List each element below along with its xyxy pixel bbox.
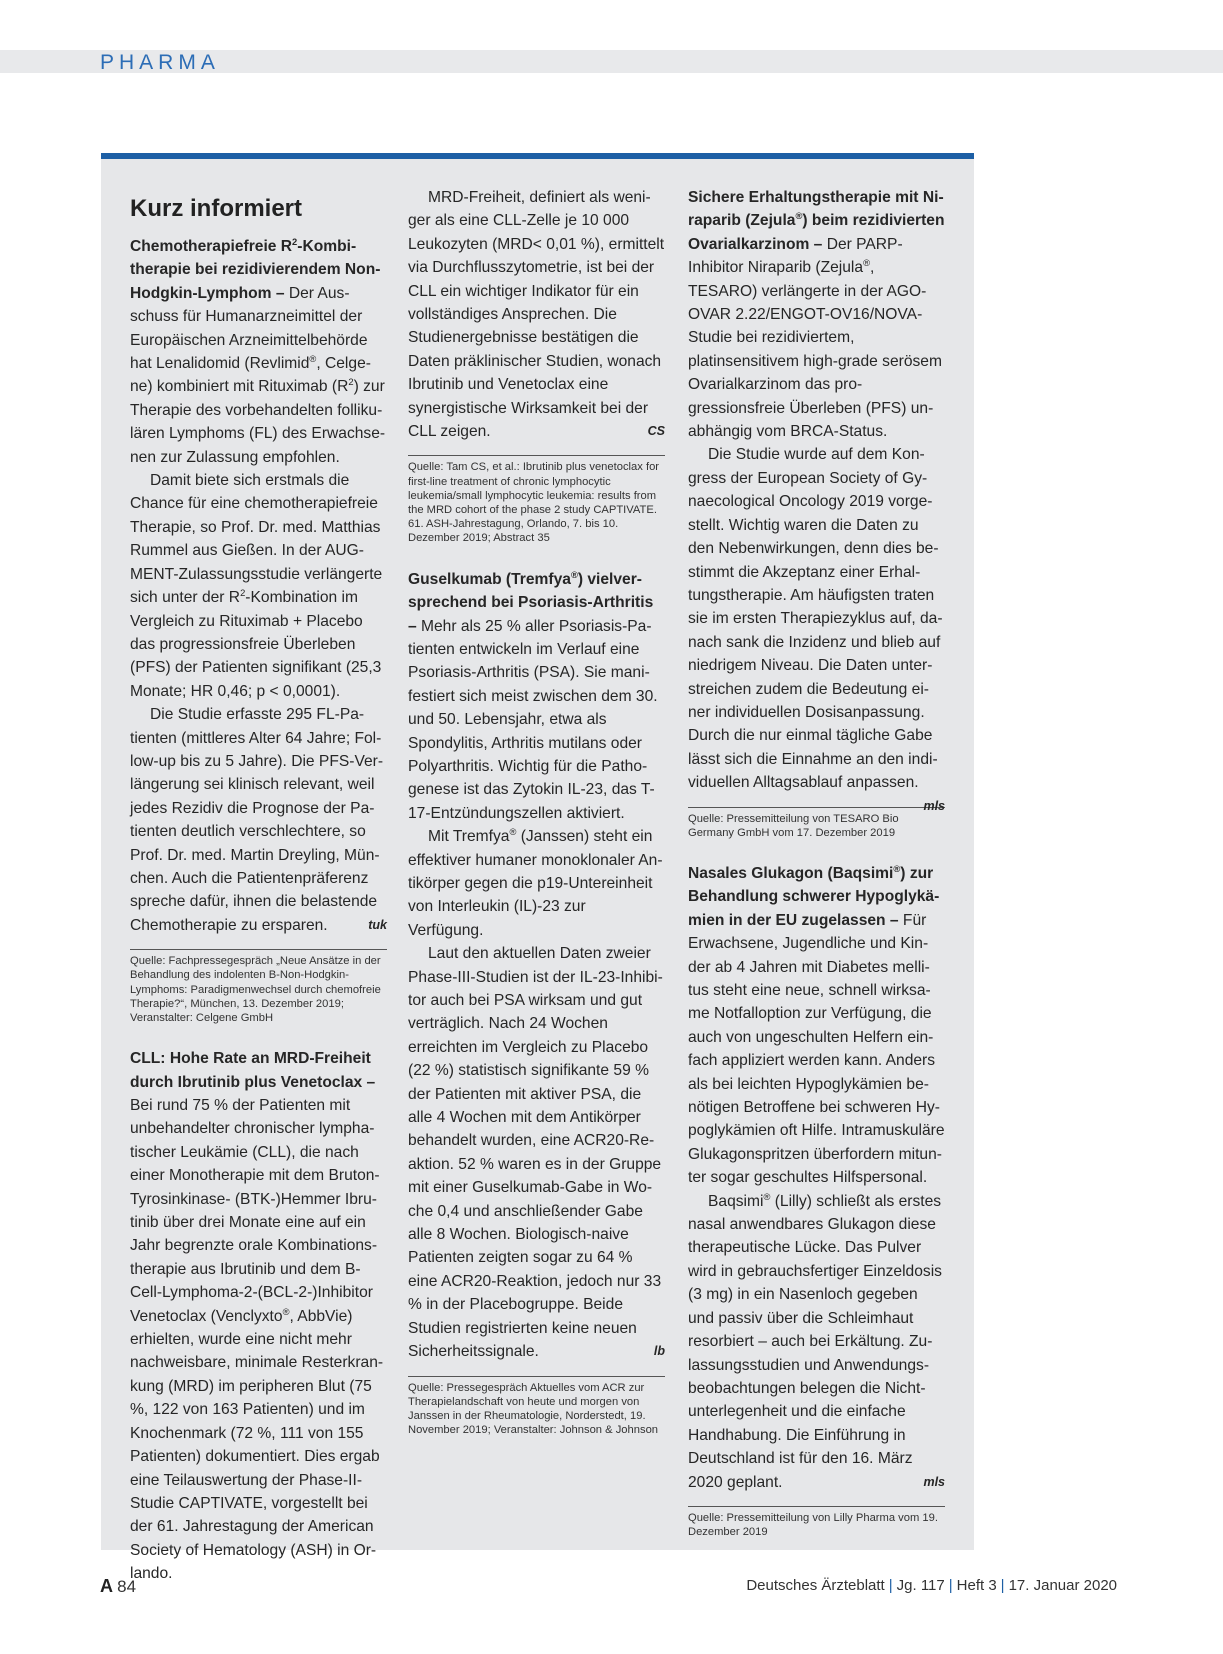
issue: Heft 3 xyxy=(956,1577,997,1594)
body-text: (Janssen) steht ein effektiver humaner monoklonaler Antikörper gegen die p19-Untereinheit von Interleukin (IL)-23 zur Verfügung. xyxy=(408,828,663,939)
body-text: Die Studie wurde auf dem Kongress der European Society of Gynaecological Oncology 2019 vorgestellt. Wichtig waren die Daten zu den Nebenwirkungen, denn dies bestimmt die Akzeptanz einer Erhaltungstherapie. Am häufigsten traten sie im ersten Therapiezyklus auf, danach sank die Inzidenz und blieb auf niedrigem Niveau. Die Daten unterstreichen zudem die Bedeutung einer individuellen Dosisanpassung. Durch die nur einmal tägliche Gabe lässt sich die Einnahme an den individuellen Alltagsablauf anpassen. xyxy=(688,446,943,792)
article-cll-lead xyxy=(130,1047,387,1585)
article-lenalidomid-lead xyxy=(130,235,387,469)
volume: Jg. 117 xyxy=(896,1577,945,1594)
body-text: -Kombination im Vergleich zu Rituximab + Placebo das progressionsfreie Überleben (PFS) der Patienten signifikant (25,3 Monate; HR 0,46; p < 0,0001). xyxy=(130,589,382,700)
heading-text: -Kombitherapie bei rezidivierendem Non-Hodgkin-Lymphom – xyxy=(130,238,381,302)
journal-info xyxy=(746,1575,1117,1597)
superscript: 2 xyxy=(292,236,298,247)
article-baqsimi-p2 xyxy=(688,1190,945,1494)
source-note: Quelle: Tam CS, et al.: Ibrutinib plus venetoclax for first-line treatment of chronic lymphocytic leukemia/small lymphocytic leukemia: results from the MRD cohort of the phase 2 study CAPTIVATE. 61. ASH-Jahrestagung, Orlando, 7. bis 10. Dezember 2019; Abstract 35 xyxy=(408,455,665,545)
column-2 xyxy=(408,186,665,1437)
separator: | xyxy=(1000,1577,1005,1594)
body-text: , Celgene) kombiniert mit Rituximab (R xyxy=(130,355,371,396)
source-note: Quelle: Pressegespräch Aktuelles vom ACR zur Therapielandschaft von heute und morgen von Janssen in der Rheumatologie, Norderstedt, 19. November 2019; Veranstalter: Johnson & Johnson xyxy=(408,1376,665,1438)
heading-text: ) beim rezidivierten Ovarialkarzinom – xyxy=(688,212,945,253)
registered-mark: ® xyxy=(763,1191,771,1202)
body-text: (Lilly) schließt als erstes nasal anwendbares Glukagon diese therapeutische Lücke. Das Pulver wird in gebrauchsfertiger Einzeldosis (3 mg) in ein Nasenloch gegeben und passiv über die Schleimhaut resorbiert – auch bei Erkältung. Zulassungsstudien und Anwendungsbeobachtungen belegen die Nichtunterlegenheit und die einfache Handhabung. Die Einführung in Deutschland ist für den 16. März 2020 geplant. xyxy=(688,1192,942,1491)
author-initials: mls xyxy=(923,1474,945,1489)
article-niraparib-lead xyxy=(688,186,945,443)
heading-text: ) zur Behandlung schwerer Hypoglykämien in der EU zugelassen – xyxy=(688,864,940,929)
article-lenalidomid-p3 xyxy=(130,703,387,937)
issue-date: 17. Januar 2020 xyxy=(1008,1577,1117,1594)
body-text: , AbbVie) erhielten, wurde eine nicht mehr nachweisbare, minimale Resterkrankung (MRD) im peripheren Blut (75 %, 122 von 163 Patienten) und im Knochenmark (72 %, 111 von 155 Patienten) dokumentiert. Dies ergab eine Teilauswertung der Phase-II-Studie CAPTIVATE, vorgestellt bei der 61. Jahrestagung der American Society of Hematology (ASH) in Orlando. xyxy=(130,1307,384,1583)
author-initials: mls xyxy=(923,798,945,813)
article-guselkumab-lead xyxy=(408,568,665,825)
heading-text: ) vielversprechend bei Psoriasis-Arthritis – xyxy=(408,570,654,635)
heading-text: Chemotherapiefreie R xyxy=(130,238,293,255)
box-title: Kurz informiert xyxy=(130,195,303,222)
page-footer xyxy=(100,1575,1117,1599)
registered-mark: ® xyxy=(282,1306,290,1317)
page-number: 84 xyxy=(117,1577,137,1596)
author-initials: CS xyxy=(647,424,665,439)
registered-mark: ® xyxy=(570,569,578,580)
superscript: 2 xyxy=(348,377,354,388)
page-letter: A xyxy=(100,1576,113,1596)
separator: | xyxy=(888,1577,893,1594)
source-note: Quelle: Fachpressegespräch „Neue Ansätze in der Behandlung des indolenten B-Non-Hodgkin-Lymphoms: Paradigmenwechsel durch chemofreie Therapie?“, München, 13. Dezember 2019; Veranstalter: Celgene GmbH xyxy=(130,949,387,1025)
column-1 xyxy=(130,194,387,1586)
news-box xyxy=(101,153,974,1583)
body-text: Mit Tremfya xyxy=(428,828,510,846)
body-text: Die Studie erfasste 295 FL-Patienten (mittleres Alter 64 Jahre; Follow-up bis zu 5 Jahre). Die PFS-Verlängerung sei klinisch relevant, weil jedes Rezidiv die Prognose der Patienten deutlich verschlechtere, so Prof. Dr. med. Martin Dreyling, München. Auch die Patientenpräferenz spreche dafür, ihnen die belastende Chemotherapie zu ersparen. xyxy=(130,706,384,934)
source-note: Quelle: Pressemitteilung von TESARO Bio Germany GmbH vom 17. Dezember 2019 xyxy=(688,807,945,840)
source-note: Quelle: Pressemitteilung von Lilly Pharma vom 19. Dezember 2019 xyxy=(688,1506,945,1539)
article-niraparib-p2 xyxy=(688,443,945,813)
superscript: 2 xyxy=(240,587,246,598)
body-text: MRD-Freiheit, definiert als weniger als eine CLL-Zelle je 10 000 Leukozyten (MRD< 0,01 %), ermittelt via Durchflusszytometrie, ist bei der CLL ein wichtiger Indikator für ein vollständiges Ansprechen. Die Studienergebnisse bestätigen die Daten präklinischer Studien, wonach Ibrutinib und Venetoclax eine synergistische Wirksamkeit bei der CLL zeigen. xyxy=(408,189,665,441)
article-cll-p2 xyxy=(408,186,665,443)
journal-name: Deutsches Ärzteblatt xyxy=(746,1577,885,1594)
registered-mark: ® xyxy=(795,211,803,222)
registered-mark: ® xyxy=(309,353,317,364)
body-text: Bei rund 75 % der Patienten mit unbehandelter chronischer lymphatischer Leukämie (CLL), die nach einer Monotherapie mit dem Bruton-Tyrosinkinase- (BTK-)Hemmer Ibrutinib über drei Monate eine auf ein Jahr begrenzte orale Kombinationstherapie aus Ibrutinib und dem B-Cell-Lymphoma-2-(BCL-2-)Inhibitor Venetoclax (Venclyxto xyxy=(130,1097,380,1325)
body-text: Damit biete sich erstmals die Chance für eine chemotherapiefreie Therapie, so Prof. Dr. med. Matthias Rummel aus Gießen. In der AUGMENT-Zulassungsstudie verlängerte sich unter der R xyxy=(130,472,383,607)
body-text: Der Ausschuss für Humanarzneimittel der Europäischen Arzneimittelbehörde hat Lenalidomid (Revlimid xyxy=(130,284,368,373)
article-heading: CLL: Hohe Rate an MRD-Freiheit durch Ibrutinib plus Venetoclax – xyxy=(130,1050,376,1091)
heading-text: Guselkumab (Tremfya xyxy=(408,570,571,588)
article-guselkumab-p3 xyxy=(408,942,665,1363)
author-initials: tuk xyxy=(368,917,387,932)
registered-mark: ® xyxy=(893,863,901,874)
column-3 xyxy=(688,186,945,1539)
registered-mark: ® xyxy=(863,258,870,269)
heading-text: Sichere Erhaltungstherapie mit Niraparib (Zejula xyxy=(688,189,944,230)
body-text: ) zur Therapie des vorbehandelten follikulären Lymphoms (FL) des Erwachsenen zur Zulassung empfohlen. xyxy=(130,378,386,466)
body-text: Mehr als 25 % aller Psoriasis-Patienten entwickeln im Verlauf eine Psoriasis-Arthritis (PSA). Sie manifestiert sich meist zwischen dem 30. und 50. Lebensjahr, etwa als Spondylitis, Arthritis mutilans oder Polyarthritis. Wichtig für die Pathogenese ist das Zytokin IL-23, das T-17-Entzündungszellen aktiviert. xyxy=(408,617,658,822)
section-label: PHARMA xyxy=(100,51,220,74)
body-text: , TESARO) verlängerte in der AGO-OVAR 2.22/ENGOT-OV16/NOVA-Studie bei rezidiviertem, platinsensitivem high-grade serösem Ovarialkarzinom das progressionsfreie Überleben (PFS) unabhängig vom BRCA-Status. xyxy=(688,259,942,441)
body-text: Für Erwachsene, Jugendliche und Kinder ab 4 Jahren mit Diabetes mellitus steht eine neue, schnell wirksame Notfalloption zur Verfügung, die auch von ungeschulten Helfern einfach appliziert werden kann. Anders als bei leichten Hypoglykämien benötigen Betroffene bei schweren Hypoglykämien oft Hilfe. Intramuskuläre Glukagonspritzen überfordern mitunter sogar geschultes Hilfspersonal. xyxy=(688,911,945,1187)
body-text: Baqsimi xyxy=(708,1192,764,1210)
article-baqsimi-lead xyxy=(688,862,945,1190)
body-text: Der PARP-Inhibitor Niraparib (Zejula xyxy=(688,235,903,277)
separator: | xyxy=(948,1577,953,1594)
registered-mark: ® xyxy=(509,826,517,837)
article-heading xyxy=(688,189,944,253)
heading-text: Nasales Glukagon (Baqsimi xyxy=(688,864,894,882)
author-initials: lb xyxy=(653,1344,665,1359)
body-text: Laut den aktuellen Daten zweier Phase-III-Studien ist der IL-23-Inhibitor auch bei PSA wirksam und gut verträglich. Nach 24 Wochen erreichten im Vergleich zu Placebo (22 %) statistisch signifikante 59 % der Patienten mit aktiver PSA, die alle 4 Wochen mit dem Antikörper behandelt wurden, eine ACR20-Reaktion. 52 % waren es in der Gruppe mit einer Guselkumab-Gabe in Woche 0,4 und anschließender Gabe alle 8 Wochen. Biologisch-naive Patienten zeigten sogar zu 64 % eine ACR20-Reaktion, jedoch nur 33 % in der Placebogruppe. Beide Studien registrierten keine neuen Sicherheitssignale. xyxy=(408,945,663,1361)
article-lenalidomid-p2 xyxy=(130,469,387,703)
article-guselkumab-p2 xyxy=(408,825,665,942)
